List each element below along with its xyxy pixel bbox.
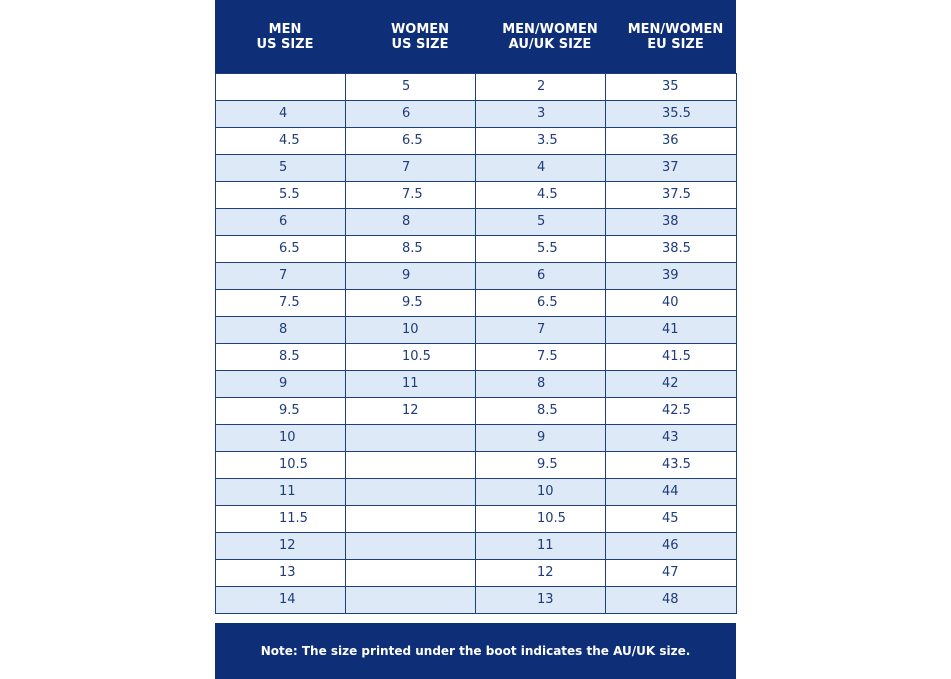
table-cell: 11 <box>346 371 476 398</box>
table-cell: 12 <box>476 560 606 587</box>
table-cell: 3 <box>476 101 606 128</box>
table-row <box>216 506 737 533</box>
table-cell: 8 <box>216 317 346 344</box>
table-cell: 6.5 <box>216 236 346 263</box>
column-header-line: WOMEN <box>390 22 450 37</box>
column-header-women-us <box>355 0 485 73</box>
table-cell: 35 <box>606 74 737 101</box>
table-cell <box>346 587 476 614</box>
table-cell <box>346 560 476 587</box>
table-cell: 41.5 <box>606 344 737 371</box>
table-row <box>216 587 737 614</box>
table-cell: 41 <box>606 317 737 344</box>
table-cell: 11.5 <box>216 506 346 533</box>
table-row <box>216 425 737 452</box>
table-cell <box>346 425 476 452</box>
table-cell: 5 <box>216 155 346 182</box>
table-row <box>216 560 737 587</box>
size-table-body <box>216 74 737 614</box>
table-cell: 13 <box>216 560 346 587</box>
table-row <box>216 236 737 263</box>
table-cell: 5 <box>346 74 476 101</box>
table-row <box>216 479 737 506</box>
table-cell: 7.5 <box>346 182 476 209</box>
table-cell: 38 <box>606 209 737 236</box>
table-cell: 5.5 <box>216 182 346 209</box>
table-row <box>216 155 737 182</box>
table-cell: 7 <box>346 155 476 182</box>
table-cell: 6 <box>476 263 606 290</box>
size-chart-header <box>215 0 736 73</box>
table-cell: 3.5 <box>476 128 606 155</box>
table-cell: 10 <box>476 479 606 506</box>
table-cell <box>346 479 476 506</box>
note-text: The size printed under the boot indicates the AU/UK size. <box>297 644 691 658</box>
table-cell: 35.5 <box>606 101 737 128</box>
table-cell: 36 <box>606 128 737 155</box>
table-cell: 6 <box>346 101 476 128</box>
table-cell: 8 <box>346 209 476 236</box>
table-cell: 13 <box>476 587 606 614</box>
table-cell: 39 <box>606 263 737 290</box>
table-cell: 9 <box>476 425 606 452</box>
table-row <box>216 344 737 371</box>
table-cell: 38.5 <box>606 236 737 263</box>
table-cell: 7.5 <box>216 290 346 317</box>
column-header-au-uk <box>485 0 615 73</box>
table-row <box>216 74 737 101</box>
table-cell: 47 <box>606 560 737 587</box>
table-cell: 46 <box>606 533 737 560</box>
table-cell: 7 <box>476 317 606 344</box>
table-cell: 9 <box>346 263 476 290</box>
table-cell: 4.5 <box>216 128 346 155</box>
column-header-line: MEN/WOMEN <box>502 22 598 37</box>
table-row <box>216 317 737 344</box>
size-chart <box>215 0 736 679</box>
table-cell: 4.5 <box>476 182 606 209</box>
table-cell: 44 <box>606 479 737 506</box>
table-cell: 6.5 <box>346 128 476 155</box>
table-row <box>216 209 737 236</box>
table-cell: 43 <box>606 425 737 452</box>
column-header-line: US SIZE <box>256 37 314 52</box>
table-cell: 8.5 <box>346 236 476 263</box>
table-cell: 43.5 <box>606 452 737 479</box>
table-cell: 8.5 <box>476 398 606 425</box>
table-cell: 12 <box>216 533 346 560</box>
table-cell: 9 <box>216 371 346 398</box>
table-row <box>216 263 737 290</box>
table-cell: 10.5 <box>216 452 346 479</box>
size-table <box>215 73 737 614</box>
table-cell: 5.5 <box>476 236 606 263</box>
table-cell: 11 <box>476 533 606 560</box>
table-cell: 4 <box>216 101 346 128</box>
table-cell <box>216 74 346 101</box>
table-cell: 5 <box>476 209 606 236</box>
table-cell: 9.5 <box>346 290 476 317</box>
table-cell: 40 <box>606 290 737 317</box>
table-cell: 6.5 <box>476 290 606 317</box>
table-cell: 10.5 <box>346 344 476 371</box>
table-cell: 45 <box>606 506 737 533</box>
table-cell <box>346 452 476 479</box>
table-cell: 8.5 <box>216 344 346 371</box>
table-cell: 37.5 <box>606 182 737 209</box>
column-header-men-us <box>215 0 355 73</box>
column-header-line: MEN <box>268 22 302 37</box>
table-cell <box>346 533 476 560</box>
table-cell: 42 <box>606 371 737 398</box>
table-cell: 6 <box>216 209 346 236</box>
table-cell: 10 <box>216 425 346 452</box>
table-row <box>216 128 737 155</box>
table-cell: 14 <box>216 587 346 614</box>
table-cell: 2 <box>476 74 606 101</box>
column-header-eu <box>615 0 736 73</box>
table-row <box>216 371 737 398</box>
note-prefix: Note: <box>260 644 298 658</box>
table-cell: 10 <box>346 317 476 344</box>
table-cell: 7 <box>216 263 346 290</box>
table-cell: 11 <box>216 479 346 506</box>
table-row <box>216 101 737 128</box>
table-cell: 9.5 <box>476 452 606 479</box>
table-row <box>216 452 737 479</box>
table-cell: 7.5 <box>476 344 606 371</box>
table-cell: 10.5 <box>476 506 606 533</box>
column-header-line: EU SIZE <box>647 37 704 52</box>
size-note <box>215 623 736 679</box>
table-cell: 8 <box>476 371 606 398</box>
table-row <box>216 182 737 209</box>
table-row <box>216 290 737 317</box>
table-cell: 12 <box>346 398 476 425</box>
table-cell: 48 <box>606 587 737 614</box>
table-cell <box>346 506 476 533</box>
table-cell: 37 <box>606 155 737 182</box>
column-header-line: AU/UK SIZE <box>508 37 592 52</box>
table-cell: 42.5 <box>606 398 737 425</box>
table-row <box>216 533 737 560</box>
column-header-line: MEN/WOMEN <box>627 22 724 37</box>
column-header-line: US SIZE <box>391 37 449 52</box>
table-cell: 9.5 <box>216 398 346 425</box>
table-row <box>216 398 737 425</box>
table-cell: 4 <box>476 155 606 182</box>
